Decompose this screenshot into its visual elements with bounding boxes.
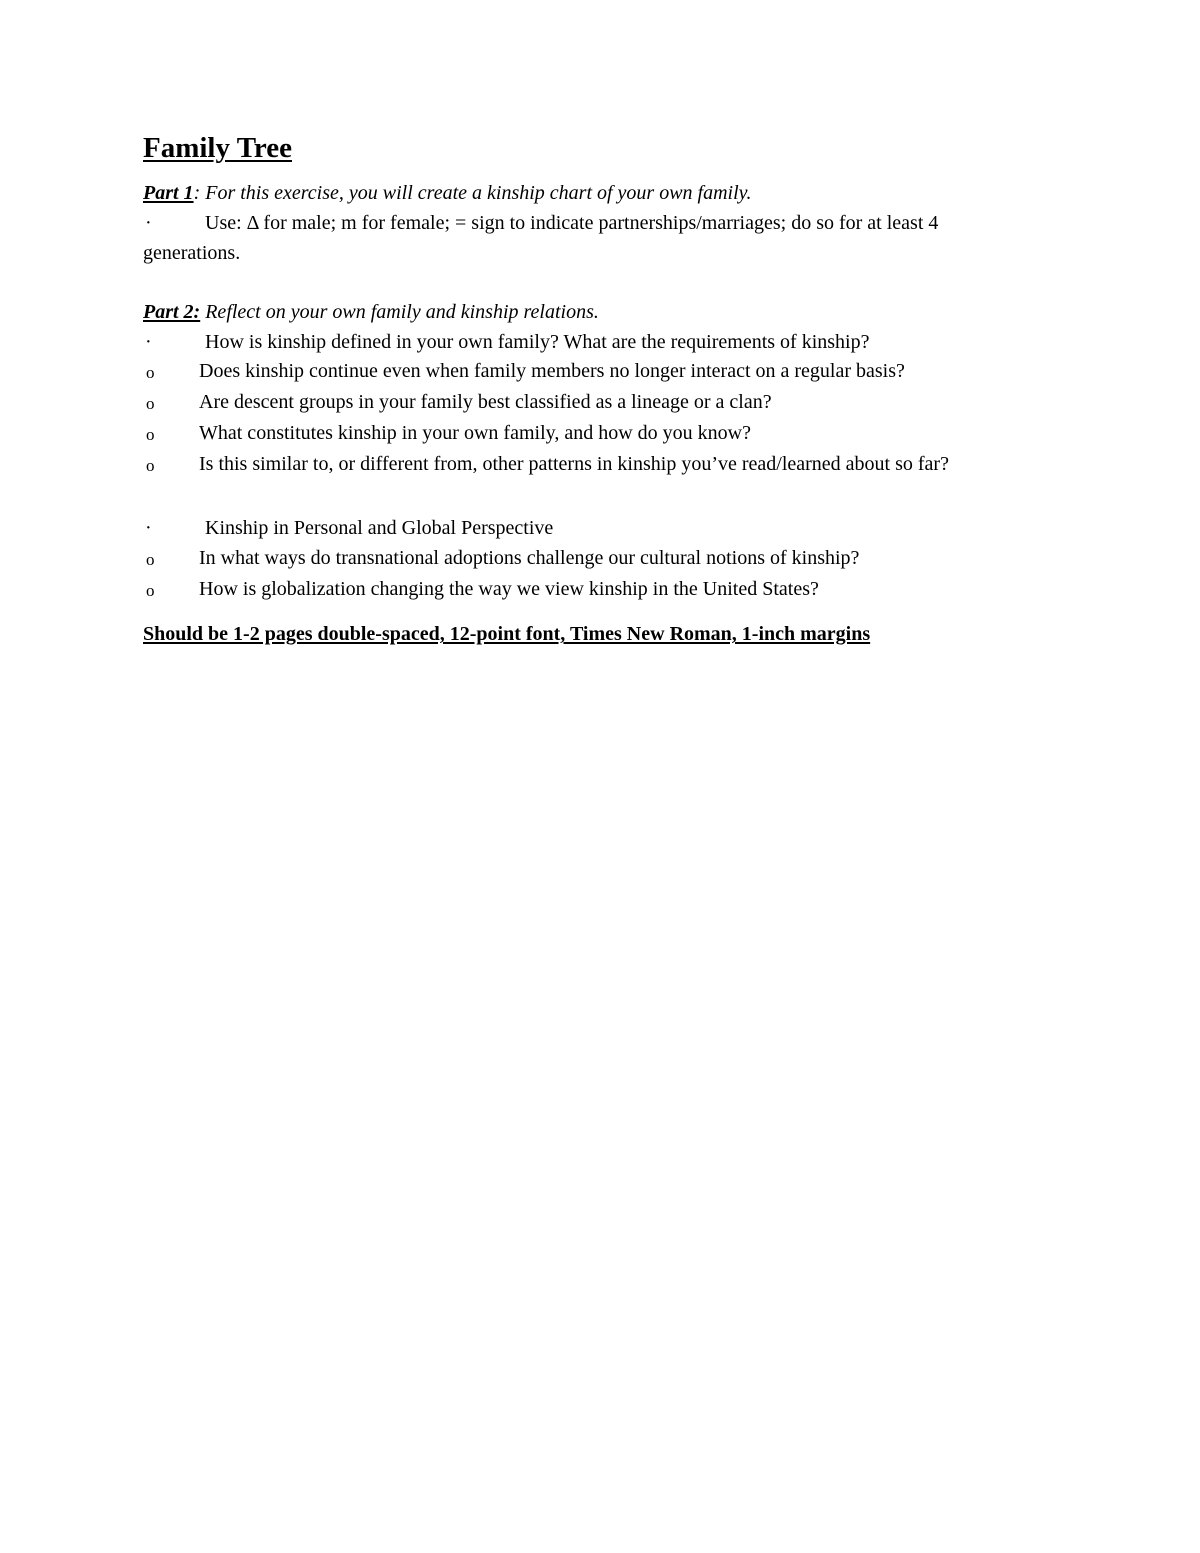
list-item-text: Is this similar to, or different from, other patterns in kinship you’ve read/learned about so far? xyxy=(199,453,949,476)
list-item xyxy=(143,388,1023,419)
part2-heading xyxy=(143,298,1023,328)
part1-heading xyxy=(143,179,1023,209)
circle-bullet-icon: o xyxy=(146,550,155,570)
part1-instruction-row xyxy=(143,209,1023,239)
list-item xyxy=(143,544,1023,575)
list-item xyxy=(143,357,1023,388)
middot-bullet-icon: · xyxy=(145,517,152,540)
part1-instruction-continuation: generations. xyxy=(143,242,241,265)
circle-bullet-icon: o xyxy=(146,394,155,414)
circle-bullet-icon: o xyxy=(146,456,155,476)
list-item-text: In what ways do transnational adoptions challenge our cultural notions of kinship? xyxy=(199,547,860,570)
closing-note: Should be 1-2 pages double-spaced, 12-point font, Times New Roman, 1-inch margins xyxy=(143,623,871,646)
list-item xyxy=(143,419,1023,450)
spacer-between-groups xyxy=(143,481,1023,514)
spacer-after-part1 xyxy=(143,269,1023,298)
list-item-text: Are descent groups in your family best classified as a lineage or a clan? xyxy=(199,391,772,414)
part2-group2-lead-row xyxy=(143,514,1023,544)
spacer-before-closing xyxy=(143,606,1023,620)
part2-label: Part 2: xyxy=(143,300,201,323)
document-body xyxy=(143,132,1023,650)
page-title: Family Tree xyxy=(143,132,292,164)
list-item-text: Does kinship continue even when family members no longer interact on a regular basis? xyxy=(199,360,905,383)
part2-group1-lead-text: How is kinship defined in your own family? What are the requirements of kinship? xyxy=(205,330,870,353)
part1-text: For this exercise, you will create a kinship chart of your own family. xyxy=(205,182,752,205)
list-item-text: How is globalization changing the way we view kinship in the United States? xyxy=(199,578,819,601)
circle-bullet-icon: o xyxy=(146,363,155,383)
part1-label: Part 1 xyxy=(143,182,194,205)
middot-bullet-icon: · xyxy=(145,330,152,353)
list-item xyxy=(143,450,1023,481)
circle-bullet-icon: o xyxy=(146,581,155,601)
part2-group1-lead-row xyxy=(143,328,1023,358)
part2-text: Reflect on your own family and kinship relations. xyxy=(205,300,599,323)
part2-group2-lead-text: Kinship in Personal and Global Perspective xyxy=(205,517,554,540)
middot-bullet-icon: · xyxy=(145,212,152,235)
part1-label-suffix: : xyxy=(193,182,206,205)
part1-instruction-text: Use: Δ for male; m for female; = sign to indicate partnerships/marriages; do so for at least 4 xyxy=(205,212,939,235)
list-item xyxy=(143,575,1023,606)
list-item-text: What constitutes kinship in your own family, and how do you know? xyxy=(199,422,751,445)
page-title-row xyxy=(143,132,1023,173)
closing-note-row xyxy=(143,620,1023,650)
circle-bullet-icon: o xyxy=(146,425,155,445)
